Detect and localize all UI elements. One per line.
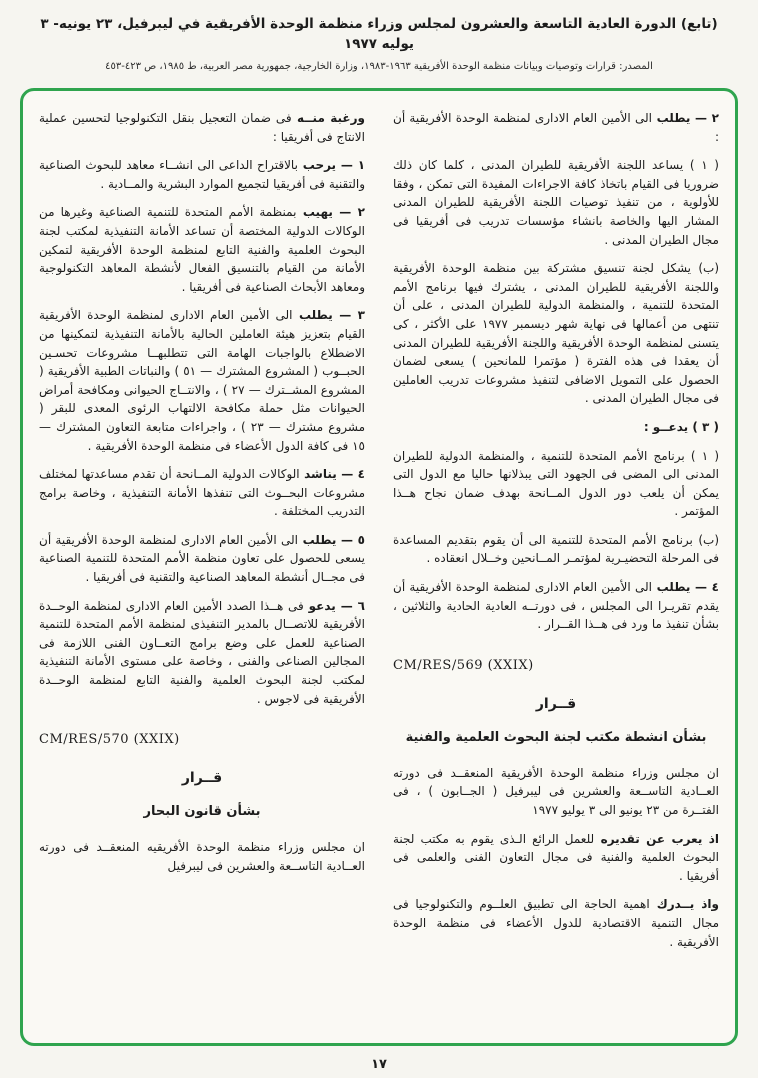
- paragraph: (ب) برنامج الأمم المتحدة للتنمية الى أن يقوم بتقديم المساعدة فى المرحلة التحضيـرية لمؤتمـر المــانحين وخــلال انعقاده .: [393, 532, 719, 566]
- paragraph: ( ١ ) برنامج الأمم المتحدة للتنمية ، والمنظمة الدولية للطيران المدنى الى المضى فى الجهود التى يبذلانها حاليا مع الدول التى يمكن أن يلعب دور الدول المــانحة بهدف ضمان نجاح هــذا المؤتمر .: [393, 448, 719, 519]
- paragraph: ٣ — يطلب الى الأمين العام الادارى لمنظمة الوحدة الأفريقية القيام بتعزيز هيئة العاملين الحالية بالأمانة التنفيذية لتمكينها من الاضطلاع بالواجبات الهامة التى تتطلبهــا مشروعات تحسـين الحبــوب ( المشروع المشترك — ٥١ ) والنباتات الطبية الأفريقية ( المشروع المشــترك — ٢٧ ) ، والانتــاج الحيوانى ومكافحة أمراض الحيوانات مثل حملة مكافحة الالتهاب الرئوى المعدى للبقر ( مشروع مشترك — ٢٣ ) ، واجراءات متابعة التعاون المشترك — ١٥ فى كافة الدول الأعضاء فى منظمة الوحدة الأفريقية .: [39, 308, 365, 453]
- paragraph: اذ يعرب عن تقديره للعمل الرائع الـذى يقوم به مكتب لجنة البحوث العلمية والفنية فى مجال التعاون الفنى والعلمى فى أفريقيا .: [393, 831, 719, 883]
- paragraph-lead: ٣ — يطلب: [292, 308, 365, 323]
- paragraph: ورغبة منــه فى ضمان التعجيل بنقل التكنولوجيا لتحسين عملية الانتاج فى أفريقيا :: [39, 111, 365, 144]
- paragraph: (ب) يشكل لجنة تنسيق مشتركة بين منظمة الوحدة الأفريقية واللجنة الأفريقية للطيران المدنى ، يشترك فيها برنامج الأمم المتحدة للتنمية ، والمنظمة الدولية للطيران المدنى ، على أن تنتهى من أعمالها فى نهاية شهر ديسمبر ١٩٧٧ على الأكثر ، كى يتسنى لمنظمة الوحدة الأفريقية واللجنة الأفريقية للطيران المدنى أن يعقدا فى هذه الفترة ( مؤتمرا للمانحين ) يسعى لضمان الحصول على التمويل الاضافى لتنفيذ مشروعات تدريب العاملين فى مجال الطيران المدنى .: [393, 261, 719, 406]
- paragraph-lead: ٦ — يدعو: [303, 598, 365, 613]
- resolution-code: CM/RES/569 (XXIX): [393, 657, 534, 673]
- paragraph-lead: ٥ — يطلب: [297, 532, 365, 547]
- resolution-subject: بشأن قانون البحار: [143, 804, 261, 820]
- document-title: (تابع) الدورة العادية التاسعة والعشرون لمجلس وزراء منظمة الوحدة الأفريقية في ليبرفيل، ٢٣ يونيه- ٣ يوليه ١٩٧٧: [40, 16, 718, 53]
- text-columns: [39, 109, 719, 1033]
- paragraph-lead: ( ٣ ) يدعــو :: [643, 419, 719, 434]
- paragraph-lead: ٢ — يطلب: [651, 111, 719, 125]
- paragraph-lead: واذ يــدرك: [649, 897, 719, 912]
- paragraph-lead: ٤ — يناشد: [299, 467, 365, 482]
- column-right: [393, 109, 719, 1033]
- page-number: ١٧: [371, 1057, 387, 1072]
- paragraph: ٥ — يطلب الى الأمين العام الادارى لمنظمة الوحدة الأفريقية أن يسعى للحصول على تعاون منظمة الأمم المتحدة للتنمية الصناعية فى مجــال أنشطة المعاهد الصناعية والتقنية فى أفريقيا .: [39, 532, 365, 585]
- resolution-subject: بشأن انشطة مكتب لجنة البحوث العلمية والفنية: [405, 729, 707, 745]
- paragraph: ٦ — يدعو فى هــذا الصدد الأمين العام الادارى لمنظمة الوحــدة الأفريقية للاتصــال بالمدير التنفيذى لمنظمة الأمم المتحدة للتنمية الصناعية للعمل على وضع برامج التعــاون الفنى اللازمة فى المجالين الصناعى والفنى ، وخاصة على مستوى الأمانة التنفيذية لمكتب لجنة البحوث العلمية والفنية التابع لمنظمة الوحــدة الأفريقية فى لاجوس .: [39, 598, 365, 706]
- resolution-heading: قــرار: [181, 770, 223, 787]
- paragraph: ( ١ ) يساعد اللجنة الأفريقية للطيران المدنى ، كلما كان ذلك ضروريا فى القيام باتخاذ كافة الاجراءات المفيدة التى تمكن ، وفقا للأولوية ، من تنفيذ توصيات اللجنة الأفريقية للطيران المدنى المشار اليها والخاصة بانشاء مؤسسات تدريب فى أفريقيا فى مجال الطيران المدنى .: [393, 158, 719, 247]
- green-frame: [20, 88, 738, 1046]
- paragraph: واذ يــدرك اهمية الحاجة الى تطبيق العلــوم والتكنولوجيا فى مجال التنمية الاقتصادية للدول الأعضاء فى منظمة الوحدة الأفريقية .: [393, 897, 719, 949]
- source-citation: المصدر: قرارات وتوصيات وبيانات منظمة الوحدة الأفريقية ١٩٦٣-١٩٨٣، وزارة الخارجية، جمهورية مصر العربية، ط ١٩٨٥، ص ٤٢٣-٤٥٣: [105, 60, 653, 72]
- paragraph-lead: ورغبة منــه: [291, 111, 365, 125]
- resolution-heading: قــرار: [535, 695, 577, 712]
- paragraph: ١ — يرحب بالاقتراح الداعى الى انشــاء معاهد للبحوث الصناعية والتقنية فى أفريقيا لتجميع الموارد البشرية والمــادية .: [39, 158, 365, 191]
- paragraph-lead: ٢ — يهيب: [296, 205, 365, 220]
- page-header: [0, 0, 758, 72]
- paragraph: ان مجلس وزراء منظمة الوحدة الأفريقية المنعقــد فى دورته العــادية التاســعة والعشرين فى ليبرفيل ( الجــابون ) ، فى الفتــرة من ٢٣ يونيو الى ٣ يوليو ١٩٧٧: [393, 765, 719, 817]
- paragraph: [393, 418, 719, 437]
- paragraph: ان مجلس وزراء منظمة الوحدة الأفريقيه المنعقــد فى دورته العــادية التاســعة والعشرين فى ليبرفيل: [39, 840, 365, 873]
- paragraph-lead: اذ يعرب عن تقديره: [594, 831, 719, 846]
- column-left: [39, 109, 365, 1033]
- paragraph-lead: ١ — يرحب: [297, 158, 365, 173]
- resolution-code: CM/RES/570 (XXIX): [39, 732, 180, 748]
- paragraph-lead: ٤ — يطلب: [651, 580, 719, 595]
- paragraph: ٢ — يطلب الى الأمين العام الادارى لمنظمة الوحدة الأفريقية أن :: [393, 111, 719, 144]
- paragraph: ٤ — يناشد الوكالات الدولية المــانحة أن تقدم مساعدتها لمختلف مشروعات البحــوث التى تنفذها الأمانة التنفيذية ، وخاصة برامج التدريب المختلفة .: [39, 467, 365, 519]
- paragraph: ٤ — يطلب الى الأمين العام الادارى لمنظمة الوحدة الأفريقية أن يقدم تقريـرا الى المجلس ، فى دورتــه العادية الحادية والثلاثين ، بشأن تنفيذ ما ورد فى هــذا القــرار .: [393, 580, 719, 632]
- paragraph: ٢ — يهيب بمنظمة الأمم المتحدة للتنمية الصناعية وغيرها من الوكالات الدولية المختصة أن تساعد الأمانة التنفيذية لمكتب لجنة البحوث العلمية والفنية التابع لمنظمة الوحدة الأفريقية لتمكين الأمانة من القيام بالتنسيق الفعال لأنشطة المعاهد التكنولوجية ومعاهد الأبحاث الصناعية فى أفريقيا .: [39, 205, 365, 294]
